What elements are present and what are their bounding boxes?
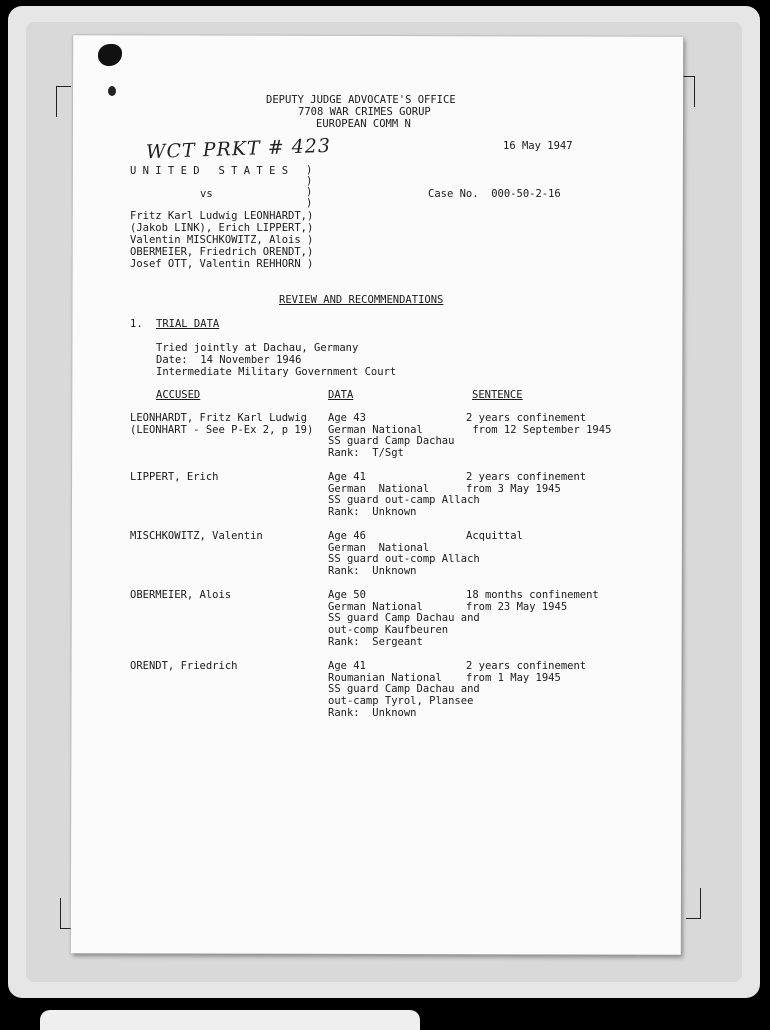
trial-data-line: Date: 14 November 1946 [156,354,302,366]
data-cell: Age 41 [328,471,366,483]
sentence-cell: 2 years confinement [466,660,587,672]
col-header-sentence: SENTENCE [472,389,523,401]
section-title: REVIEW AND RECOMMENDATIONS [279,294,444,306]
col-header-data: DATA [328,389,354,401]
data-cell: SS guard out-camp Allach [328,494,480,507]
section-heading: TRIAL DATA [156,318,220,330]
data-cell: out-comp Kaufbeuren [328,624,449,637]
plaintiff: U N I T E D S T A T E S [130,165,289,177]
defendant-line: OBERMEIER, Friedrich ORENDT,) [130,246,314,258]
data-cell: Age 41 [328,660,366,672]
accused-cell: MISCHKOWITZ, Valentin [130,530,263,542]
defendant-line: (Jakob LINK), Erich LIPPERT,) [130,222,314,234]
data-cell: SS guard out-comp Allach [328,553,480,566]
header-line-1: DEPUTY JUDGE ADVOCATE'S OFFICE [266,94,456,106]
section-number: 1. [130,318,143,330]
defendant-line: Fritz Karl Ludwig LEONHARDT,) [130,210,314,222]
trial-data-line: Intermediate Military Government Court [156,366,397,378]
defendant-line: Josef OTT, Valentin REHHORN ) [130,258,314,270]
accused-cell: OBERMEIER, Alois [130,589,232,601]
data-cell: Roumanian National [328,671,442,684]
sentence-cell: 2 years confinement [466,471,587,483]
accused-cell: LIPPERT, Erich [130,471,219,483]
accused-cell: ORENDT, Friedrich [130,660,238,672]
data-cell: Age 46 [328,530,366,542]
data-cell: German National [328,423,423,436]
data-cell: Rank: Unknown [328,706,417,719]
sentence-cell: 2 years confinement [466,412,587,424]
data-cell: Age 50 [328,589,366,601]
sentence-cell: from 23 May 1945 [466,601,568,613]
case-number: Case No. 000-50-2-16 [428,188,561,200]
crop-mark-bottom-right [686,888,701,919]
col-header-accused: ACCUSED [156,389,201,401]
defendant-line: Valentin MISCHKOWITZ, Alois ) [130,234,314,246]
sentence-cell: from 3 May 1945 [466,483,561,495]
crop-mark-top-left [56,86,71,117]
scan-frame-tab [40,1010,420,1030]
header-line-3: EUROPEAN COMM N [316,118,411,130]
versus: vs [200,188,213,200]
sentence-cell: from 1 May 1945 [466,672,561,684]
data-cell: SS guard Camp Dachau [328,435,455,448]
sentence-cell: 18 months confinement [466,589,599,601]
data-cell: out-camp Tyrol, Plansee [328,695,474,708]
data-cell: Age 43 [328,412,366,424]
data-cell: German National [328,541,430,554]
handwritten-note: WCT PRKT # 423 [145,134,332,164]
data-cell: SS guard Camp Dachau and [328,612,480,625]
accused-cell: LEONHARDT, Fritz Karl Ludwig [130,412,308,424]
trial-data-line: Tried jointly at Dachau, Germany [156,342,359,354]
data-cell: German National [328,482,430,495]
data-cell: German National [328,600,423,613]
header-line-2: 7708 WAR CRIMES GORUP [298,106,431,118]
accused-cell: (LEONHART - See P-Ex 2, p 19) [130,424,314,436]
sentence-cell: Acquittal [466,530,523,542]
data-cell: Rank: Unknown [328,565,417,578]
data-cell: Rank: Unknown [328,506,417,519]
caption-brace: ) ) ) ) [306,164,313,209]
data-cell: SS guard Camp Dachau and [328,683,480,696]
punch-hole-small [108,86,116,96]
document-date: 16 May 1947 [503,140,573,152]
sentence-cell: from 12 September 1945 [466,424,612,436]
data-cell: Rank: Sergeant [328,635,423,648]
data-cell: Rank: T/Sgt [328,447,404,460]
